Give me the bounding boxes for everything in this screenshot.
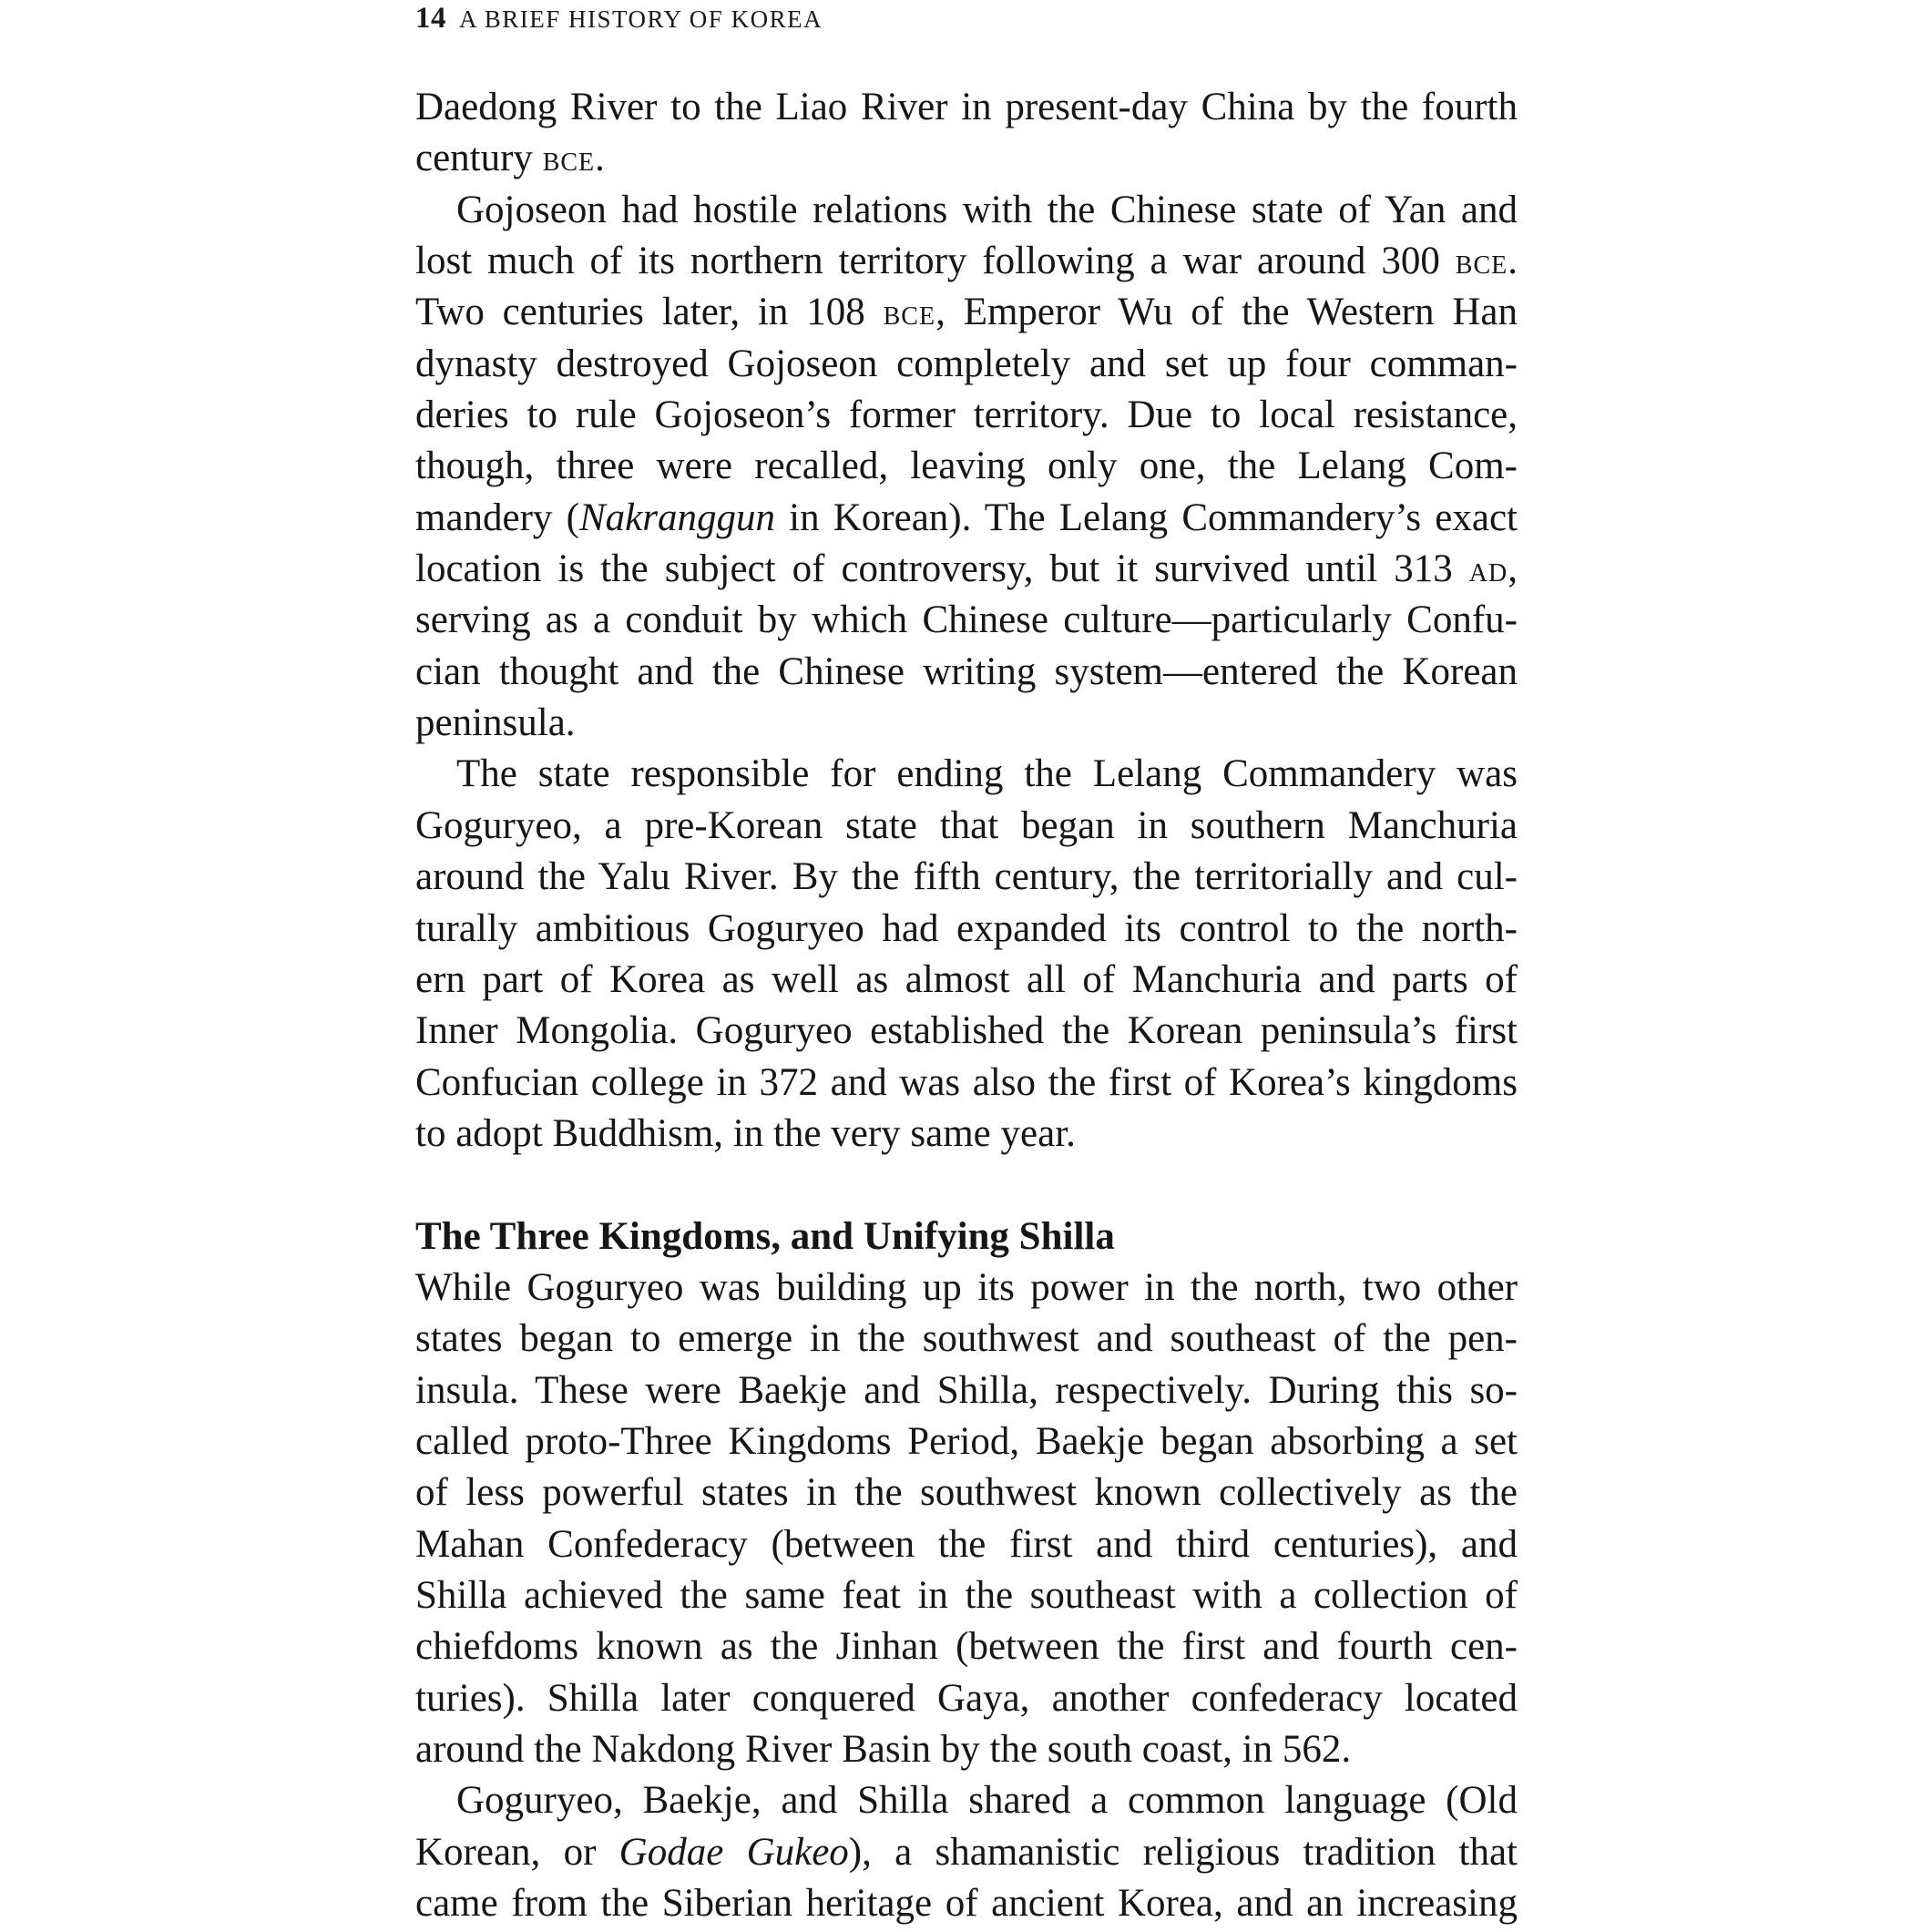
italic-term: Nakranggun — [578, 496, 775, 539]
text-line: chiefdoms known as the Jinhan (between the first and fourth cen- — [415, 1625, 1518, 1669]
section-spacer — [415, 1160, 1518, 1211]
page-number: 14 — [415, 2, 446, 35]
text-line: Gojoseon had hostile relations with the Chinese state of Yan and — [456, 188, 1518, 231]
text-line: While Goguryeo was building up its power in the north, two other — [415, 1265, 1518, 1309]
text-line: to adopt Buddhism, in the very same year. — [415, 1111, 1076, 1155]
text-line: turies). Shilla later conquered Gaya, another confederacy located — [415, 1676, 1518, 1720]
text-line: Daedong River to the Liao River in present-day China by the fourth — [415, 86, 1518, 128]
text-line: around the Nakdong River Basin by the south coast, in 562. — [415, 1728, 1352, 1771]
text-line: Confucian college in 372 and was also the first of Korea’s kingdoms — [415, 1060, 1518, 1104]
text-line: serving as a conduit by which Chinese culture—particularly Confu- — [415, 598, 1518, 642]
text-line: Two centuries later, in 108 bce, Emperor Wu of the Western Han — [415, 291, 1518, 334]
text-line: turally ambitious Goguryeo had expanded its control to the north- — [415, 906, 1518, 950]
text-line: cian thought and the Chinese writing system—entered the Korean — [415, 649, 1518, 693]
text-line: Inner Mongolia. Goguryeo established the Korean peninsula’s first — [415, 1009, 1518, 1053]
text-line: states began to emerge in the southwest and southeast of the pen- — [415, 1317, 1518, 1361]
book-title: A BRIEF HISTORY OF KOREA — [459, 5, 823, 33]
text-line: of less powerful states in the southwest known collectively as the — [415, 1471, 1518, 1515]
text-line: Shilla achieved the same feat in the southeast with a collection of — [415, 1573, 1518, 1617]
text-line: mandery (Nakranggun in Korean). The Lelang Commandery’s exact — [415, 496, 1518, 539]
era-abbreviation: bce — [1455, 240, 1508, 282]
era-abbreviation: bce — [542, 138, 596, 179]
italic-term: Godae Gukeo — [618, 1830, 849, 1874]
text-line: dynasty destroyed Gojoseon completely and set up four comman- — [415, 342, 1518, 385]
text-line: Korean, or Godae Gukeo), a shamanistic religious tradition that — [415, 1830, 1518, 1874]
text-line: around the Yalu River. By the fifth century, the territorially and cul- — [415, 855, 1518, 899]
section-heading: The Three Kingdoms, and Unifying Shilla — [415, 1214, 1115, 1258]
running-head — [415, 2, 1554, 38]
body-text — [415, 82, 1518, 1929]
text-line: lost much of its northern territory following a war around 300 bce. — [415, 240, 1518, 283]
text-line: called proto-Three Kingdoms Period, Baekje began absorbing a set — [415, 1419, 1518, 1463]
text-line: peninsula. — [415, 701, 576, 745]
text-line: The state responsible for ending the Lelang Commandery was — [456, 752, 1518, 796]
text-line: Goguryeo, Baekje, and Shilla shared a common language (Old — [456, 1779, 1518, 1823]
text-line: insula. These were Baekje and Shilla, respectively. During this so- — [415, 1368, 1518, 1412]
text-line: Goguryeo, a pre-Korean state that began in southern Manchuria — [415, 803, 1518, 847]
text-line: Mahan Confederacy (between the first and third centuries), and — [415, 1522, 1518, 1566]
text-line: deries to rule Gojoseon’s former territory. Due to local resistance, — [415, 394, 1518, 437]
text-line: ern part of Korea as well as almost all of Manchuria and parts of — [415, 957, 1518, 1001]
text-line: century bce. — [415, 137, 605, 180]
era-abbreviation: bce — [883, 291, 936, 333]
text-line: though, three were recalled, leaving only one, the Lelang Com- — [415, 445, 1518, 488]
text-line: location is the subject of controversy, but it survived until 313 ad, — [415, 547, 1518, 591]
era-abbreviation: ad — [1468, 548, 1508, 590]
text-line: came from the Siberian heritage of ancient Korea, and an increasing — [415, 1882, 1518, 1926]
